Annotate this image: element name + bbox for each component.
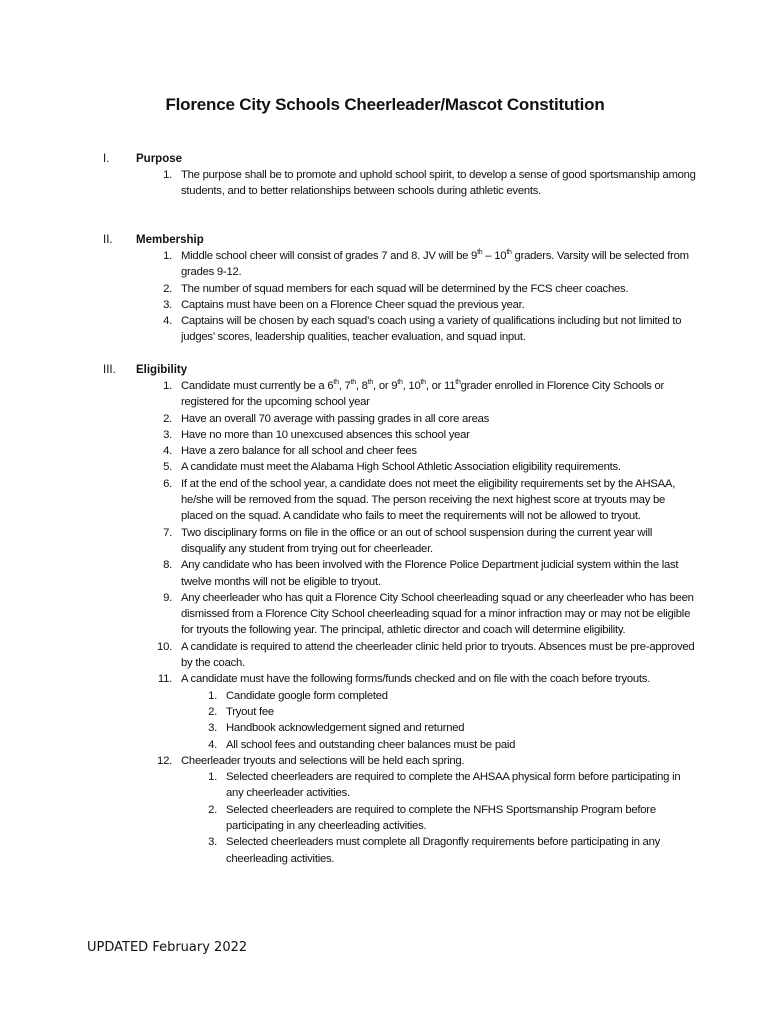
membership-list: [136, 248, 696, 346]
item-text: Have an overall 70 average with passing grades in all core areas: [181, 412, 490, 425]
item-text: If at the end of the school year, a candidate does not meet the eligibility requirements set by the AHSAA, he/she will be removed from the squad. The person receiving the next highest score at tryouts may be placed on the squad. A candidate who fails to meet the requirements will not be allowed to tryout.: [181, 477, 676, 523]
sub-item-text: All school fees and outstanding cheer balances must be paid: [226, 738, 516, 751]
item-number: 11.: [157, 673, 172, 686]
item-number: 1.: [163, 380, 172, 392]
section-heading: Membership: [136, 234, 204, 246]
sub-list-item: [181, 769, 696, 802]
sub-list-item: [181, 688, 696, 704]
sub-item-text: Tryout fee: [226, 705, 274, 718]
sub-item-text: Selected cheerleaders are required to complete the NFHS Sportsmanship Program before participating in any cheerleading activities.: [226, 803, 656, 833]
item-number: 2.: [163, 282, 172, 295]
list-item: [136, 378, 696, 411]
item-number: 3.: [163, 298, 172, 311]
item-text: Two disciplinary forms on file in the office or an out of school suspension during the current year will disqualify any student from trying out for cheerleader.: [181, 526, 653, 555]
item-number: 5.: [163, 461, 172, 474]
list-item: [136, 167, 696, 200]
sub-item-text: Selected cheerleaders must complete all Dragonfly requirements before participating in any cheerleading activities.: [226, 836, 661, 865]
item-number: 4.: [163, 315, 172, 328]
eligibility-list: [136, 378, 696, 867]
item-text: Middle school cheer will consist of grades 7 and 8. JV will be 9th – 10th graders. Varsity will be selected from grades 9-12.: [181, 249, 689, 279]
list-item: [136, 639, 696, 672]
sub-item-number: 4.: [208, 738, 217, 751]
sub-list-item: [181, 834, 696, 867]
item-number: 1.: [163, 169, 172, 181]
list-item: [136, 443, 696, 459]
section-numeral: II.: [103, 234, 113, 246]
sub-item-number: 2.: [208, 803, 217, 816]
item-number: 12.: [157, 754, 172, 767]
item-number: 10.: [157, 640, 172, 653]
sub-item-number: 3.: [208, 836, 217, 849]
sub-item-text: Candidate google form completed: [226, 689, 388, 702]
list-item: [136, 297, 696, 313]
purpose-list: [136, 167, 696, 200]
sub-list-item: [181, 720, 696, 736]
sub-list-item: [181, 802, 696, 835]
list-item: [136, 459, 696, 475]
list-item: [136, 557, 696, 590]
required-forms-list: [181, 688, 696, 753]
item-number: 6.: [163, 477, 172, 490]
list-item: [136, 248, 696, 281]
item-text: A candidate must meet the Alabama High School Athletic Association eligibility requirements.: [181, 461, 621, 474]
sub-item-number: 1.: [208, 689, 217, 702]
item-text: Captains must have been on a Florence Cheer squad the previous year.: [181, 298, 525, 311]
list-item: [136, 590, 696, 639]
item-text: Have no more than 10 unexcused absences this school year: [181, 428, 470, 441]
item-text: Any candidate who has been involved with the Florence Police Department judicial system within the last twelve months will not be eligible to tryout.: [181, 559, 679, 588]
list-item: [136, 525, 696, 558]
item-number: 1.: [163, 250, 172, 262]
page-footer: UPDATED February 2022: [87, 940, 248, 955]
item-text: The purpose shall be to promote and uphold school spirit, to develop a sense of good sportsmanship among students, and to better relationships between schools during athletic events.: [181, 169, 696, 198]
sub-list-item: [181, 737, 696, 753]
list-item: [136, 281, 696, 297]
list-item: [136, 411, 696, 427]
item-text: A candidate is required to attend the cheerleader clinic held prior to tryouts. Absences must be pre-approved by the coach.: [181, 640, 695, 670]
selected-cheerleaders-list: [181, 769, 696, 867]
item-text: Candidate must currently be a 6th, 7th, 8th, or 9th, 10th, or 11thgrader enrolled in Florence City Schools or registered for the upcoming school year: [181, 379, 664, 409]
item-text: Captains will be chosen by each squad’s coach using a variety of qualifications including but not limited to judges’ scores, leadership qualities, teacher evaluation, and squad input.: [181, 315, 682, 344]
item-number: 3.: [163, 428, 172, 441]
section-numeral: I.: [103, 153, 110, 165]
item-text: Have a zero balance for all school and cheer fees: [181, 445, 417, 458]
list-item: [136, 476, 696, 525]
item-text: Cheerleader tryouts and selections will be held each spring.: [181, 754, 465, 767]
list-item: [136, 753, 696, 867]
section-heading: Eligibility: [136, 364, 188, 376]
list-item: [136, 671, 696, 752]
sub-item-number: 1.: [208, 771, 217, 784]
sub-item-text: Handbook acknowledgement signed and returned: [226, 722, 465, 735]
page-title: Florence City Schools Cheerleader/Mascot Constitution: [165, 95, 605, 114]
sub-item-text: Selected cheerleaders are required to complete the AHSAA physical form before participating in any cheerleader activities.: [226, 771, 681, 800]
item-text: The number of squad members for each squad will be determined by the FCS cheer coaches.: [181, 282, 629, 295]
item-number: 9.: [163, 591, 172, 604]
item-number: 2.: [163, 412, 172, 425]
item-number: 4.: [163, 445, 172, 458]
sub-list-item: [181, 704, 696, 720]
sub-item-number: 2.: [208, 705, 217, 718]
list-item: [136, 427, 696, 443]
section-heading: Purpose: [136, 153, 183, 165]
sub-item-number: 3.: [208, 722, 217, 735]
item-number: 7.: [163, 526, 172, 539]
section-numeral: III.: [103, 364, 116, 376]
item-text: A candidate must have the following forms/funds checked and on file with the coach before tryouts.: [181, 673, 651, 686]
item-text: Any cheerleader who has quit a Florence City School cheerleading squad or any cheerleader who has been dismissed from a Florence City School cheerleading squad for a minor infraction may or may not be eligible for tryouts the following year. The principal, athletic director and coach will determine eligibility.: [181, 591, 694, 637]
item-number: 8.: [163, 559, 172, 572]
list-item: [136, 313, 696, 346]
